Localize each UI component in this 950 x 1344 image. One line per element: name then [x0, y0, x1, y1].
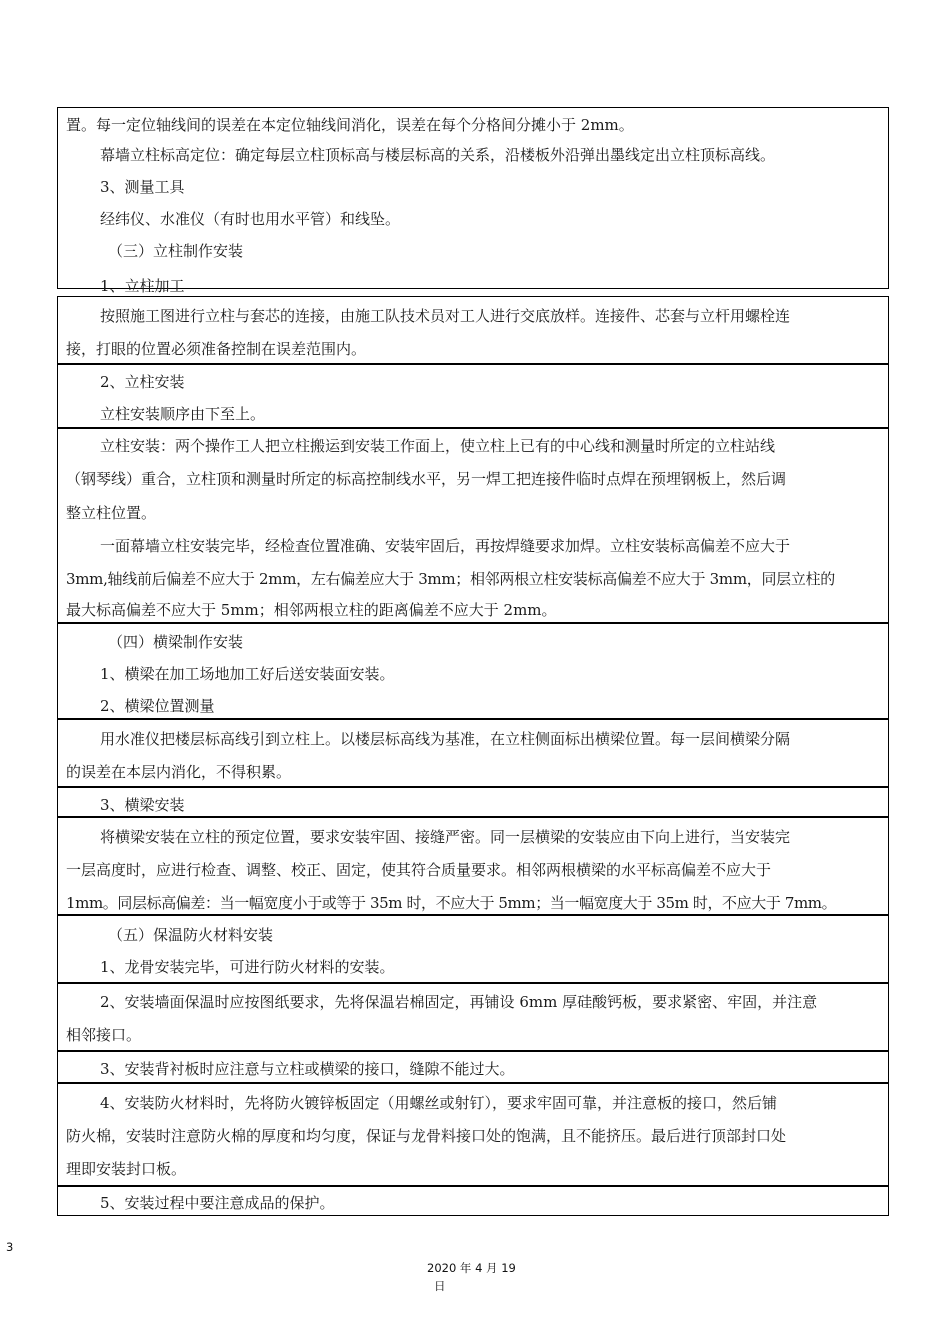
- text-line: 1、龙骨安装完毕，可进行防火材料的安装。: [100, 958, 395, 976]
- text-line: 防火棉，安装时注意防火棉的厚度和均匀度，保证与龙骨料接口处的饱满，且不能挤压。最后进行顶部封口处: [66, 1127, 787, 1145]
- text-line: （钢琴线）重合，立柱顶和测量时所定的标高控制线水平，另一焊工把连接件临时点焊在预埋钢板上，然后调: [66, 470, 787, 488]
- text-line: 相邻接口。: [66, 1026, 142, 1044]
- subsection-heading: 1、立柱加工: [100, 277, 185, 295]
- text-line: 的误差在本层内消化，不得积累。: [66, 763, 292, 781]
- text-line: 整立柱位置。: [66, 504, 157, 522]
- text-line: 3mm,轴线前后偏差不应大于 2mm，左右偏差应大于 3mm；相邻两根立柱安装标高偏差不应大于 3mm，同层立柱的: [66, 570, 835, 588]
- text-line: 按照施工图进行立柱与套芯的连接，由施工队技术员对工人进行交底放样。连接件、芯套与立杆用螺栓连: [100, 307, 791, 325]
- text-line: 3、安装背衬板时应注意与立柱或横梁的接口，缝隙不能过大。: [100, 1060, 515, 1078]
- text-line: 立柱安装顺序由下至上。: [100, 405, 266, 423]
- section-heading: （四）横梁制作安装: [108, 633, 244, 651]
- text-line: 置。每一定位轴线间的误差在本定位轴线间消化，误差在每个分格间分摊小于 2mm。: [66, 116, 634, 134]
- text-line: 幕墙立柱标高定位：确定每层立柱顶标高与楼层标高的关系，沿楼板外沿弹出墨线定出立柱顶标高线。: [100, 146, 776, 164]
- text-line: 1mm。同层标高偏差：当一幅宽度小于或等于 35m 时，不应大于 5mm；当一幅宽度大于 35m 时，不应大于 7mm。: [66, 894, 837, 912]
- subsection-heading: 3、横梁安装: [100, 796, 185, 814]
- text-line: 立柱安装：两个操作工人把立柱搬运到安装工作面上，使立柱上已有的中心线和测量时所定的立柱站线: [100, 437, 776, 455]
- text-line: 理即安装封口板。: [66, 1160, 187, 1178]
- cell-border-tick: [57, 265, 58, 277]
- text-line: 经纬仪、水准仪（有时也用水平管）和线坠。: [100, 210, 401, 228]
- text-line: 一面幕墙立柱安装完毕，经检查位置准确、安装牢固后，再按焊缝要求加焊。立柱安装标高偏差不应大于: [100, 537, 791, 555]
- text-line: 4、安装防火材料时，先将防火镀锌板固定（用螺丝或射钉），要求牢固可靠，并注意板的接口，然后铺: [100, 1094, 778, 1112]
- section-box-4: [57, 428, 889, 623]
- text-line: 3、测量工具: [100, 178, 185, 196]
- text-line: 1、横梁在加工场地加工好后送安装面安装。: [100, 665, 395, 683]
- subsection-heading: 2、横梁位置测量: [100, 697, 215, 715]
- text-line: 用水准仪把楼层标高线引到立柱上。以楼层标高线为基准，在立柱侧面标出横梁位置。每一层间横梁分隔: [100, 730, 791, 748]
- section-heading: （五）保温防火材料安装: [108, 926, 274, 944]
- subsection-heading: 2、立柱安装: [100, 373, 185, 391]
- text-line: 最大标高偏差不应大于 5mm；相邻两根立柱的距离偏差不应大于 2mm。: [66, 601, 557, 619]
- text-line: 2、安装墙面保温时应按图纸要求，先将保温岩棉固定，再铺设 6mm 厚硅酸钙板，要求紧密、牢固，并注意: [100, 993, 818, 1011]
- text-line: 5、安装过程中要注意成品的保护。: [100, 1194, 335, 1212]
- footer-date: 2020 年 4 月 19: [427, 1261, 516, 1275]
- section-heading: （三）立柱制作安装: [108, 242, 244, 260]
- text-line: 一层高度时，应进行检查、调整、校正、固定，使其符合质量要求。相邻两根横梁的水平标高偏差不应大于: [66, 861, 772, 879]
- text-line: 接，打眼的位置必须准备控制在误差范围内。: [66, 340, 367, 358]
- text-line: 将横梁安装在立柱的预定位置，要求安装牢固、接缝严密。同一层横梁的安装应由下向上进行，当安装完: [100, 828, 791, 846]
- footer-date-day: 日: [434, 1279, 446, 1293]
- page-number: 3: [6, 1240, 14, 1254]
